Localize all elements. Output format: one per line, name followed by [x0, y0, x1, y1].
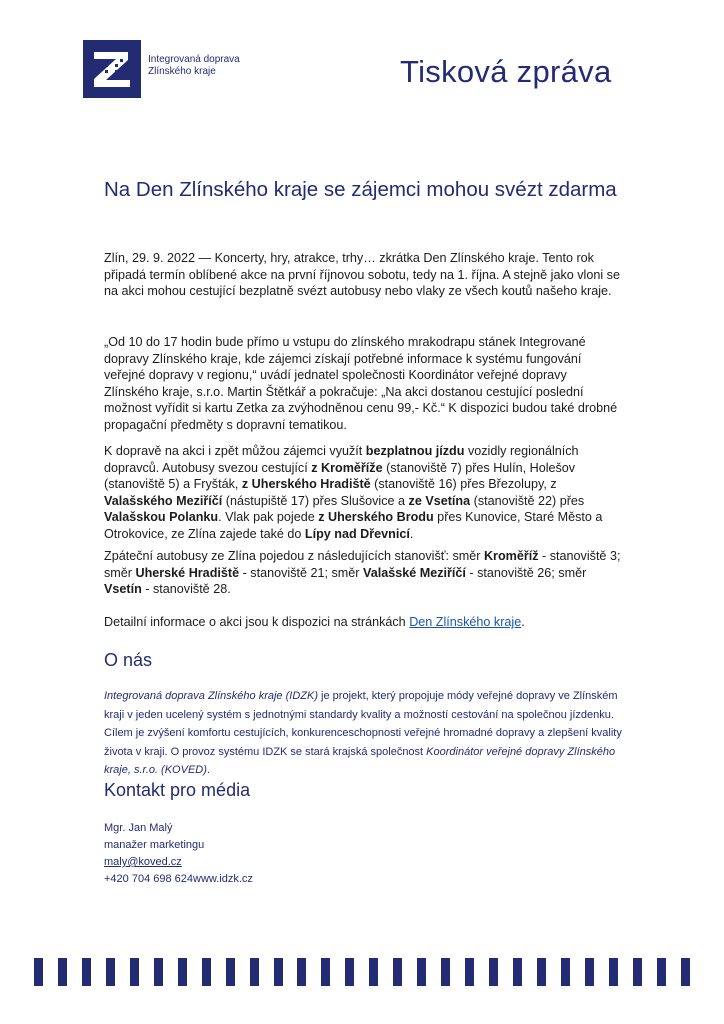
paragraph-return [104, 548, 624, 598]
footer-stripe [34, 958, 43, 986]
logo-mark [83, 40, 141, 98]
contact-name: Mgr. Jan Malý [104, 822, 173, 834]
footer-stripe [82, 958, 91, 986]
text-run: . [409, 526, 414, 541]
bold-run: Uherské Hradiště [135, 565, 240, 580]
about-text [104, 687, 624, 780]
logo-line-2: Zlínského kraje [148, 66, 216, 77]
footer-stripe [657, 958, 666, 986]
footer-stripe [585, 958, 594, 986]
text-run: (nástupiště 17) přes Slušovice a [222, 493, 409, 508]
footer-stripe [369, 958, 378, 986]
italic-run: Integrovaná doprava Zlínského kraje (IDZK) [104, 690, 318, 702]
text-run: - stanoviště 21; směr [239, 565, 363, 580]
text-run: - stanoviště 3; směr [104, 549, 621, 580]
bold-run: bezplatnou jízdu [365, 444, 465, 458]
footer-stripe [393, 958, 402, 986]
text-run: je projekt, který propojuje módy veřejné dopravy ve Zlínském kraji v jeden ucelený systém s jednotnými standardy kvality a možností cestování na společnou jízdenku. Cílem je zvýšení komfortu cestujících, konkurenceschopnosti veřejné hromadné dopravy a zlepšení kvality života v kraji. O provoz systému IDZK se stará krajská společnost [104, 690, 622, 758]
contact-block [104, 820, 253, 888]
text-run: . Vlak pak pojede [218, 510, 319, 525]
contact-phone-web: +420 704 698 624www.idzk.cz [104, 873, 253, 885]
den-zlinskeho-kraje-link[interactable]: Den Zlínského kraje [409, 615, 522, 629]
bold-run: Kroměříž [483, 549, 539, 563]
about-heading: O nás [104, 650, 153, 670]
text-run: (stanoviště 7) přes Hulín, Holešov (stanoviště 5) a Fryšták, [104, 460, 576, 492]
footer-stripe [154, 958, 163, 986]
footer-stripe [609, 958, 618, 986]
footer-stripe [274, 958, 283, 986]
footer-stripe [297, 958, 306, 986]
contact-role: manažer marketingu [104, 839, 205, 851]
footer-stripe [681, 958, 690, 986]
paragraph-intro: Zlín, 29. 9. 2022 — Koncerty, hry, atrakce, trhy… zkrátka Den Zlínského kraje. Tento rok připadá termín oblíbené akce na první říjnovou sobotu, tedy na 1. října. A stejně jako vloni se na akci mohou cestující bezplatně svézt autobusy nebo vlaky ze všech koutů našeho kraje. [104, 251, 620, 299]
paragraph-transport [104, 443, 624, 543]
logo-line-1: Integrovaná doprava [148, 54, 240, 65]
bold-run: Valašskou Polanku [104, 510, 219, 525]
contact-email-link[interactable]: maly@koved.cz [104, 856, 182, 868]
text-run: Zpáteční autobusy ze Zlína pojedou z následujících stanovišť: směr [104, 549, 484, 563]
text-run: vozidly regionálních dopravců. Autobusy svezou cestující [104, 444, 579, 475]
footer-stripe [202, 958, 211, 986]
text-run: (stanoviště 22) přes [470, 493, 585, 508]
bold-run: Valašské Meziříčí [362, 565, 466, 580]
footer-stripe [465, 958, 474, 986]
footer-stripe [226, 958, 235, 986]
paragraph-details [104, 614, 624, 631]
italic-run: Koordinátor veřejné dopravy Zlínského kraje, s.r.o. (KOVED) [104, 745, 616, 776]
document-type-label: Tisková zpráva [400, 54, 612, 89]
bold-run: ze Vsetína [408, 493, 471, 508]
text-run: . [521, 615, 525, 629]
bold-run: Vsetín [104, 582, 142, 597]
footer-stripe [561, 958, 570, 986]
footer-stripe [441, 958, 450, 986]
footer-stripe [537, 958, 546, 986]
text-run: Detailní informace o akci jsou k dispozici na stránkách [104, 615, 410, 629]
article-title: Na Den Zlínského kraje se zájemci mohou svézt zdarma [104, 178, 617, 201]
text-run: přes Kunovice, Staré Město a Otrokovice, ze Zlína zajede také do [104, 510, 603, 541]
bold-run: z Uherského Brodu [318, 510, 434, 525]
footer-stripes [34, 958, 690, 986]
text-run: - stanoviště 28. [141, 582, 231, 597]
footer-stripe [178, 958, 187, 986]
contact-heading: Kontakt pro média [104, 780, 251, 800]
bold-run: z Uherského Hradiště [241, 477, 371, 492]
footer-stripe [633, 958, 642, 986]
text-run: (stanoviště 16) přes Březolupy, z [370, 477, 557, 492]
footer-stripe [130, 958, 139, 986]
footer-stripe [345, 958, 354, 986]
bold-run: Lípy nad Dřevnicí [304, 526, 410, 541]
footer-stripe [58, 958, 67, 986]
text-run: K dopravě na akci i zpět můžou zájemci využít [104, 444, 366, 458]
text-run: . [206, 764, 210, 776]
footer-stripe [106, 958, 115, 986]
bold-run: Valašského Meziříčí [104, 493, 223, 508]
footer-stripe [250, 958, 259, 986]
paragraph-quote: „Od 10 do 17 hodin bude přímo u vstupu do zlínského mrakodrapu stánek Integrované dopravy Zlínského kraje, kde zájemci získají potřebné informace k systému fungování veřejné dopravy v regionu,“ uvádí jednatel společnosti Koordinátor veřejné dopravy Zlínského kraje, s.r.o. Martin Štětkář a pokračuje: „Na akci dostanou cestující poslední možnost vyřídit si kartu Zetka za zvýhodněnou cenu 99,- Kč.“ K dispozici budou také drobné propagační předměty s dopravní tematikou. [104, 335, 618, 432]
footer-stripe [513, 958, 522, 986]
footer-stripe [321, 958, 330, 986]
footer-stripe [489, 958, 498, 986]
bold-run: z Kroměříže [311, 460, 383, 475]
footer-stripe [417, 958, 426, 986]
logo-text [148, 54, 240, 78]
text-run: - stanoviště 26; směr [465, 565, 587, 580]
